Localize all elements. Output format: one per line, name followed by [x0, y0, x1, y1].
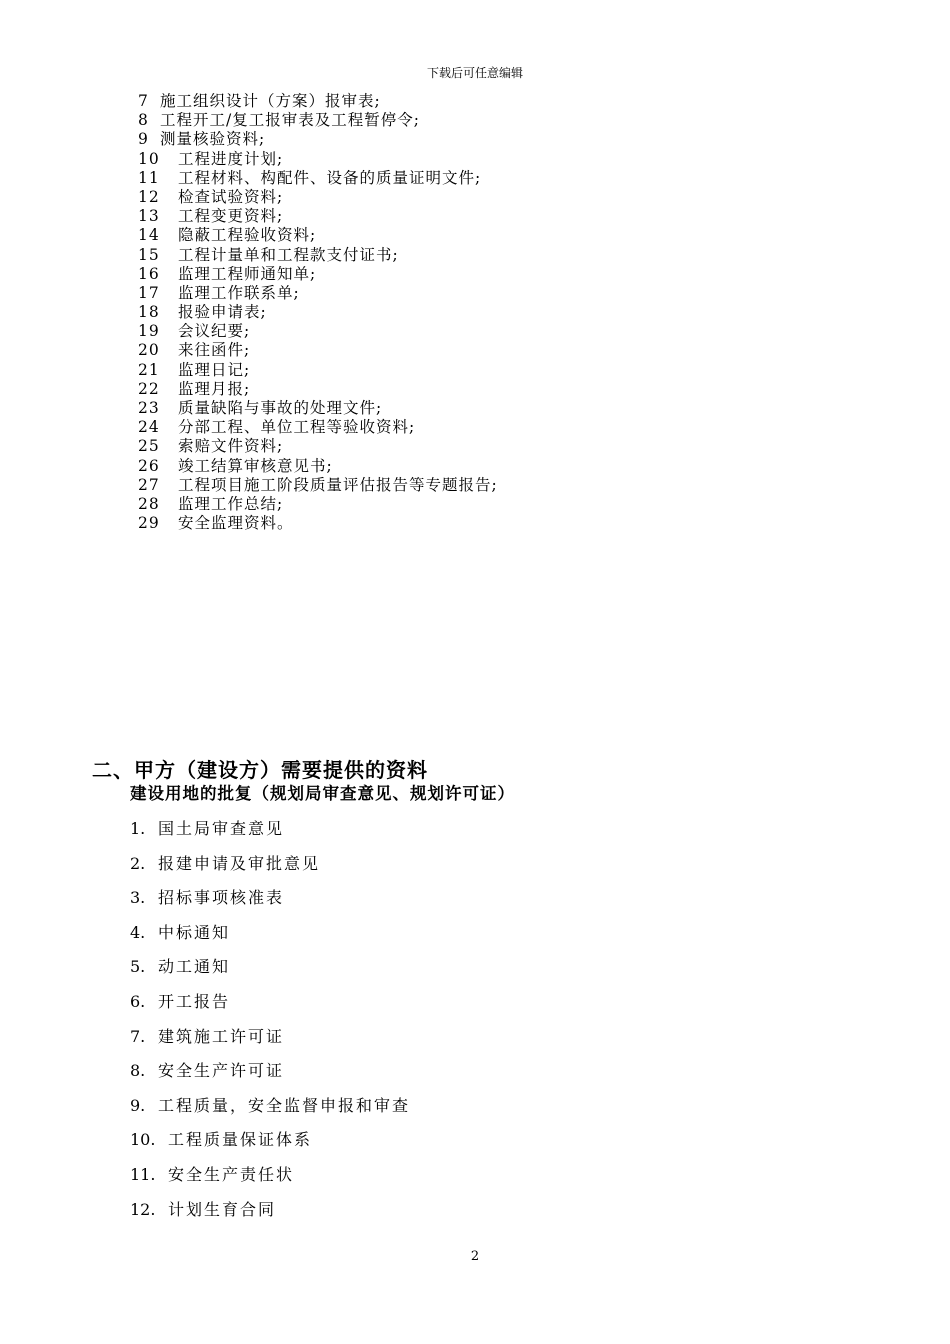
item-number: 12.: [130, 1199, 156, 1219]
item-text: 隐蔽工程验收资料;: [178, 226, 317, 245]
list-item: [130, 851, 410, 886]
item-text: 会议纪要;: [178, 322, 251, 341]
list-item: [130, 1024, 410, 1059]
item-text: 监理工作联系单;: [178, 283, 300, 302]
item-text: 安全监理资料。: [178, 514, 294, 533]
list-item: [138, 380, 498, 399]
item-text: 工程计量单和工程款支付证书;: [178, 245, 399, 264]
list-item: [138, 341, 498, 360]
list-item: [130, 989, 410, 1024]
page-number: 2: [470, 1249, 480, 1264]
item-text: 工程变更资料;: [178, 207, 284, 226]
list-item: [130, 920, 410, 955]
item-text: 中标通知: [158, 922, 231, 942]
item-number: 4.: [130, 922, 146, 942]
list-item: [130, 1162, 410, 1197]
item-text: 工程质量保证体系: [168, 1130, 313, 1150]
list-item: [138, 226, 498, 245]
item-text: 工程材料、构配件、设备的质量证明文件;: [178, 168, 482, 187]
item-number: 16: [138, 264, 160, 283]
list-item: [138, 399, 498, 418]
item-number: 21: [138, 360, 160, 379]
list-item: [130, 954, 410, 989]
item-number: 7: [138, 92, 149, 110]
list-item: [130, 816, 410, 851]
item-text: 建筑施工许可证: [158, 1026, 285, 1046]
list-item: [138, 361, 498, 380]
item-number: 8.: [130, 1061, 146, 1081]
item-number: 13: [138, 207, 160, 226]
item-number: 6.: [130, 991, 146, 1011]
supervision-document-list: [138, 92, 498, 533]
item-number: 5.: [130, 957, 146, 977]
item-number: 28: [138, 494, 160, 513]
item-number: 29: [138, 514, 160, 533]
item-number: 10.: [130, 1130, 156, 1150]
list-item: [138, 111, 498, 130]
item-text: 计划生育合同: [168, 1199, 277, 1219]
item-text: 质量缺陷与事故的处理文件;: [178, 399, 383, 417]
list-item: [138, 284, 498, 303]
item-number: 20: [138, 341, 160, 360]
item-text: 索赔文件资料;: [178, 437, 284, 456]
item-number: 8: [138, 111, 149, 130]
list-item: [138, 514, 498, 533]
item-text: 监理工作总结;: [178, 494, 284, 513]
section-heading: 二、甲方（建设方）需要提供的资料: [92, 758, 428, 782]
list-item: [138, 457, 498, 476]
item-text: 工程项目施工阶段质量评估报告等专题报告;: [178, 475, 498, 494]
item-number: 2.: [130, 853, 146, 873]
item-number: 24: [138, 418, 160, 437]
list-item: [138, 495, 498, 514]
item-number: 7.: [130, 1026, 146, 1046]
item-text: 分部工程、单位工程等验收资料;: [178, 418, 416, 437]
item-text: 工程进度计划;: [178, 149, 284, 168]
item-number: 11: [138, 168, 160, 187]
item-text: 竣工结算审核意见书;: [178, 456, 333, 475]
list-item: [138, 188, 498, 207]
item-text: 安全生产责任状: [168, 1164, 295, 1184]
list-item: [138, 303, 498, 322]
list-item: [130, 1127, 410, 1162]
item-number: 9: [138, 130, 149, 149]
item-number: 1.: [130, 819, 146, 838]
item-text: 报建申请及审批意见: [158, 853, 321, 873]
list-item: [138, 92, 498, 111]
item-text: 动工通知: [158, 957, 231, 977]
item-text: 国土局审查意见: [158, 819, 285, 838]
item-number: 3.: [130, 888, 146, 908]
item-text: 招标事项核准表: [158, 888, 285, 908]
list-item: [138, 265, 498, 284]
item-number: 17: [138, 283, 160, 302]
item-number: 18: [138, 303, 160, 322]
item-text: 工程开工/复工报审表及工程暂停令;: [160, 111, 420, 130]
item-number: 14: [138, 226, 160, 245]
item-number: 12: [138, 187, 160, 206]
item-text: 监理月报;: [178, 379, 251, 398]
header-note: 下载后可任意编辑: [426, 66, 523, 80]
list-item: [138, 418, 498, 437]
item-number: 10: [138, 149, 160, 168]
list-item: [130, 1093, 410, 1128]
item-number: 23: [138, 399, 160, 417]
item-text: 安全生产许可证: [158, 1061, 285, 1081]
item-text: 测量核验资料;: [160, 130, 266, 149]
list-item: [138, 437, 498, 456]
list-item: [138, 476, 498, 495]
item-text: 来往函件;: [178, 341, 251, 360]
item-number: 11.: [130, 1164, 156, 1184]
list-item: [138, 130, 498, 149]
owner-document-list: [130, 816, 410, 1231]
item-number: 9.: [130, 1095, 146, 1115]
list-item: [130, 1058, 410, 1093]
list-item: [130, 885, 410, 920]
item-text: 开工报告: [158, 991, 231, 1011]
item-text: 报验申请表;: [178, 303, 267, 322]
item-text: 检查试验资料;: [178, 187, 284, 206]
list-item: [138, 150, 498, 169]
item-number: 25: [138, 437, 160, 456]
list-item: [130, 1197, 410, 1232]
section-subheading: 建设用地的批复（规划局审查意见、规划许可证）: [130, 784, 515, 803]
item-number: 26: [138, 456, 160, 475]
item-number: 15: [138, 245, 160, 264]
list-item: [138, 169, 498, 188]
item-number: 22: [138, 379, 160, 398]
item-text: 监理日记;: [178, 360, 251, 379]
item-text: 施工组织设计（方案）报审表;: [160, 92, 381, 110]
list-item: [138, 207, 498, 226]
item-number: 27: [138, 475, 160, 494]
item-text: 监理工程师通知单;: [178, 264, 317, 283]
list-item: [138, 246, 498, 265]
item-text: 工程质量，安全监督申报和审查: [158, 1095, 411, 1115]
list-item: [138, 322, 498, 341]
item-number: 19: [138, 322, 160, 341]
